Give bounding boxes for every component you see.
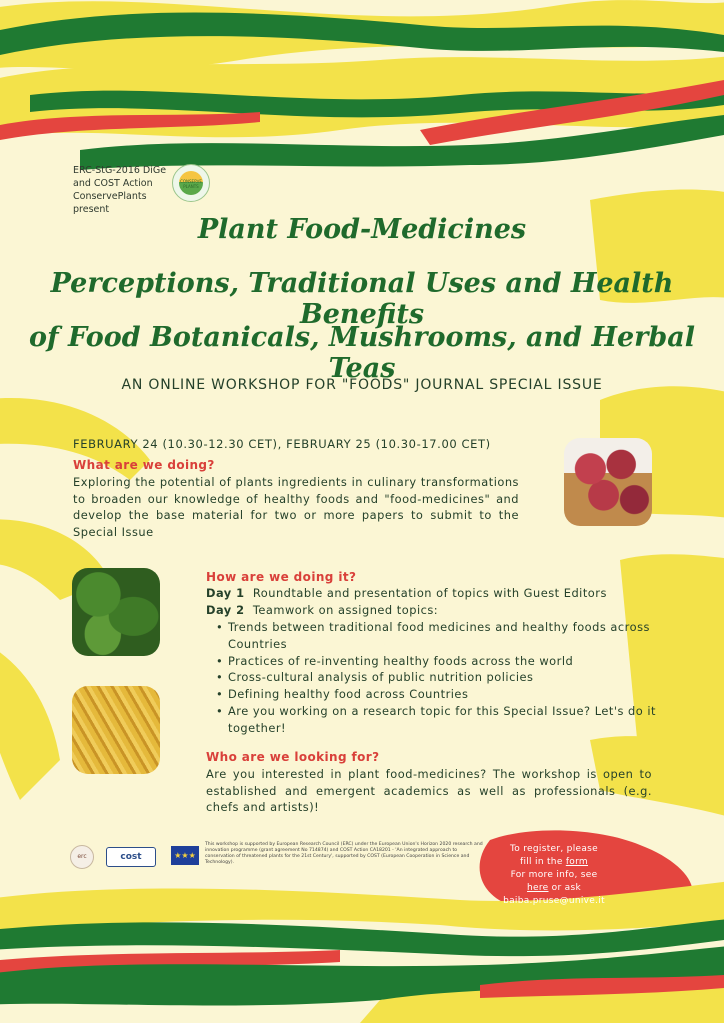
cost-logo: cost: [106, 847, 156, 867]
contact-email[interactable]: baiba.pruse@unive.it: [503, 896, 605, 906]
list-item: • Defining healthy food across Countries: [216, 686, 656, 703]
day-2-text: Teamwork on assigned topics:: [252, 603, 439, 617]
presenter-note: [73, 164, 183, 216]
what-heading: What are we doing?: [73, 458, 215, 472]
form-link[interactable]: form: [565, 857, 588, 867]
title-line-2: Perceptions, Traditional Uses and Health Benefits: [50, 268, 674, 330]
day-1-label: Day 1: [206, 586, 245, 600]
conserveplants-logo-text: CONSERVE PLANTS: [180, 179, 202, 189]
register-line-3: For more info, see: [510, 870, 598, 880]
register-line-4: here or ask: [527, 883, 581, 893]
erc-logo: erc: [70, 845, 94, 869]
what-description: Exploring the potential of plants ingredients in culinary transformations to broaden our knowledge of healthy foods and "food-medicines" and develop the base material for two or more papers to submit to the Special Issue: [73, 475, 519, 539]
day-1-text: Roundtable and presentation of topics with Guest Editors: [252, 586, 607, 600]
register-line-2: fill in the form: [519, 857, 588, 867]
who-heading: Who are we looking for?: [206, 750, 380, 764]
register-line-1: To register, please: [510, 844, 598, 854]
day-1-line: [206, 585, 607, 602]
workshop-subtitle: AN ONLINE WORKSHOP FOR "FOODS" JOURNAL SPECIAL ISSUE: [121, 377, 603, 393]
list-item: • Trends between traditional food medicines and healthy foods across Countries: [216, 619, 656, 653]
workshop-dates: FEBRUARY 24 (10.30-12.30 CET), FEBRUARY 25 (10.30-17.00 CET): [73, 437, 491, 451]
who-description: Are you interested in plant food-medicines? The workshop is open to established and emergent academics as well as professionals (e.g. chefs and artists)!: [206, 767, 652, 814]
eu-flag-logo: ★★★: [171, 846, 199, 865]
title-line-1: Plant Food-Medicines: [197, 214, 527, 245]
topics-list: [216, 619, 656, 737]
register-callout: [493, 843, 615, 908]
list-item: • Cross-cultural analysis of public nutrition policies: [216, 669, 656, 686]
pasta-photo: [72, 686, 160, 774]
presenter-line-1: ERC-StG-2016 DiGe: [73, 165, 167, 176]
list-item: • Practices of re-inventing healthy foods across the world: [216, 653, 656, 670]
conserveplants-logo: [172, 164, 210, 202]
spinach-photo: [72, 568, 160, 656]
here-link[interactable]: here: [527, 883, 549, 893]
presenter-line-2: and COST Action: [73, 178, 153, 189]
funding-fine-print: This workshop is supported by European Research Council (ERC) under the European Union's Horizon 2020 research and innovation programme (grant agreement No 714874) and COST Action CA18201 - 'An integrated approach to conservation of threatened plants for the 21st Century', supported by COST (European Cooperation in Science and Technology).: [205, 842, 483, 865]
list-item: • Are you working on a research topic for this Special Issue? Let's do it together!: [216, 703, 656, 737]
onion-photo: [564, 438, 652, 526]
title-line-3: of Food Botanicals, Mushrooms, and Herbal Teas: [29, 322, 695, 384]
presenter-line-3: ConservePlants present: [73, 191, 147, 215]
day-2-label: Day 2: [206, 603, 245, 617]
day-2-line: [206, 602, 438, 619]
how-heading: How are we doing it?: [206, 570, 357, 584]
